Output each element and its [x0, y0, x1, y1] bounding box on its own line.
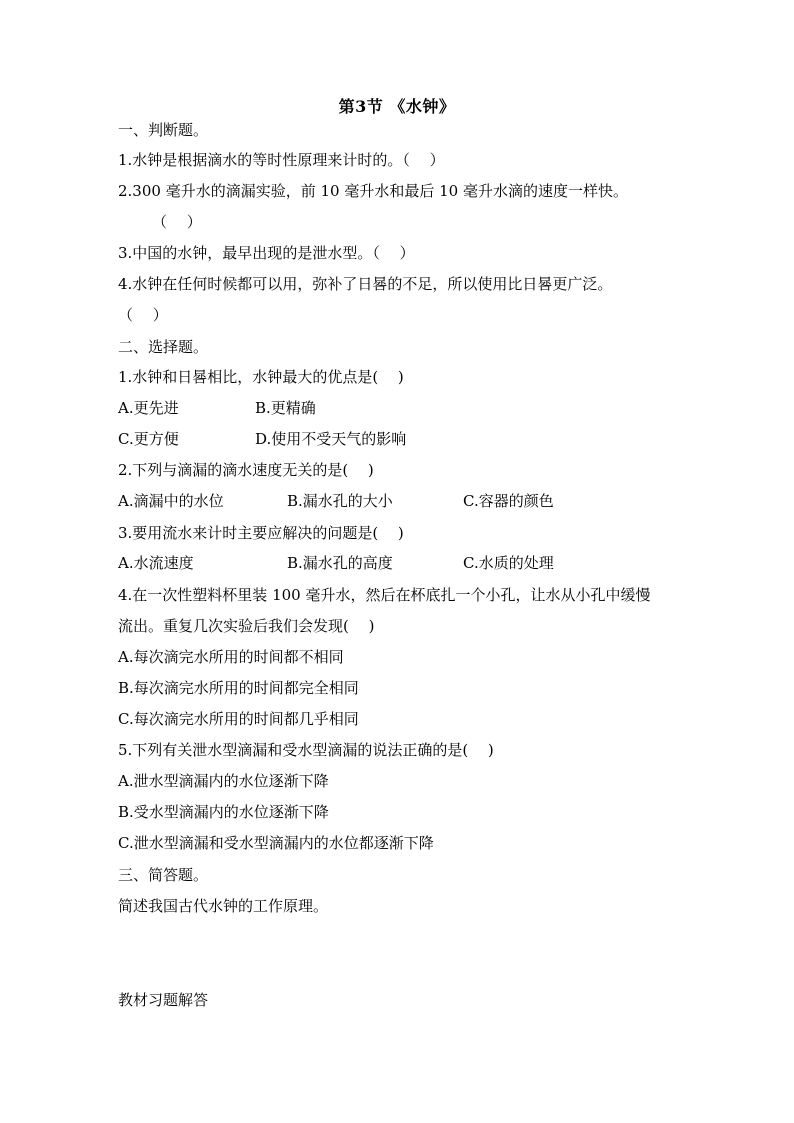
option-mc-3-c: C.水质的处理: [463, 554, 554, 572]
option-mc-4-a: A.每次滴完水所用的时间都不相同: [118, 648, 344, 666]
question-sa-1: 简述我国古代水钟的工作原理。: [118, 897, 329, 915]
page-title: 第3节 《水钟》: [338, 97, 456, 116]
option-mc-5-c: C.泄水型滴漏和受水型滴漏内的水位都逐渐下降: [118, 834, 434, 852]
option-mc-1-a: A.更先进: [118, 399, 179, 417]
section-heading-short-answer: 三、简答题。: [118, 866, 209, 884]
question-mc-5: 5.下列有关泄水型滴漏和受水型滴漏的说法正确的是( ): [118, 741, 494, 759]
option-mc-5-b: B.受水型滴漏内的水位逐渐下降: [118, 803, 329, 821]
question-tf-2-line1: 2.300 毫升水的滴漏实验，前 10 毫升水和最后 10 毫升水滴的速度一样快。: [118, 182, 628, 200]
question-tf-2-line2: （ ）: [152, 213, 202, 231]
option-mc-4-b: B.每次滴完水所用的时间都完全相同: [118, 679, 359, 697]
question-tf-3: 3.中国的水钟，最早出现的是泄水型。（ ）: [118, 244, 415, 262]
question-tf-4-line1: 4.水钟在任何时候都可以用，弥补了日晷的不足，所以使用比日晷更广泛。: [118, 275, 613, 293]
section-heading-true-false: 一、判断题。: [118, 121, 209, 139]
question-mc-2: 2.下列与滴漏的滴水速度无关的是( ): [118, 461, 374, 479]
option-mc-3-a: A.水流速度: [118, 554, 194, 572]
question-mc-1: 1.水钟和日晷相比，水钟最大的优点是( ): [118, 368, 404, 386]
section-heading-multiple-choice: 二、选择题。: [118, 338, 209, 356]
option-mc-3-b: B.漏水孔的高度: [287, 554, 393, 572]
option-mc-2-c: C.容器的颜色: [463, 492, 554, 510]
question-tf-4-line2: （ ）: [118, 306, 168, 324]
option-mc-1-b: B.更精确: [255, 399, 316, 417]
question-mc-4-line2: 流出。重复几次实验后我们会发现( ): [118, 617, 375, 635]
question-tf-1: 1.水钟是根据滴水的等时性原理来计时的。（ ）: [118, 151, 445, 169]
question-mc-3: 3.要用流水来计时主要应解决的问题是( ): [118, 524, 404, 542]
question-mc-4-line1: 4.在一次性塑料杯里装 100 毫升水，然后在杯底扎一个小孔，让水从小孔中缓慢: [118, 586, 651, 604]
option-mc-2-b: B.漏水孔的大小: [287, 492, 393, 510]
option-mc-4-c: C.每次滴完水所用的时间都几乎相同: [118, 710, 359, 728]
option-mc-1-d: D.使用不受天气的影响: [255, 430, 407, 448]
answers-heading: 教材习题解答: [118, 991, 209, 1009]
option-mc-2-a: A.滴漏中的水位: [118, 492, 224, 510]
option-mc-5-a: A.泄水型滴漏内的水位逐渐下降: [118, 772, 329, 790]
option-mc-1-c: C.更方便: [118, 430, 179, 448]
